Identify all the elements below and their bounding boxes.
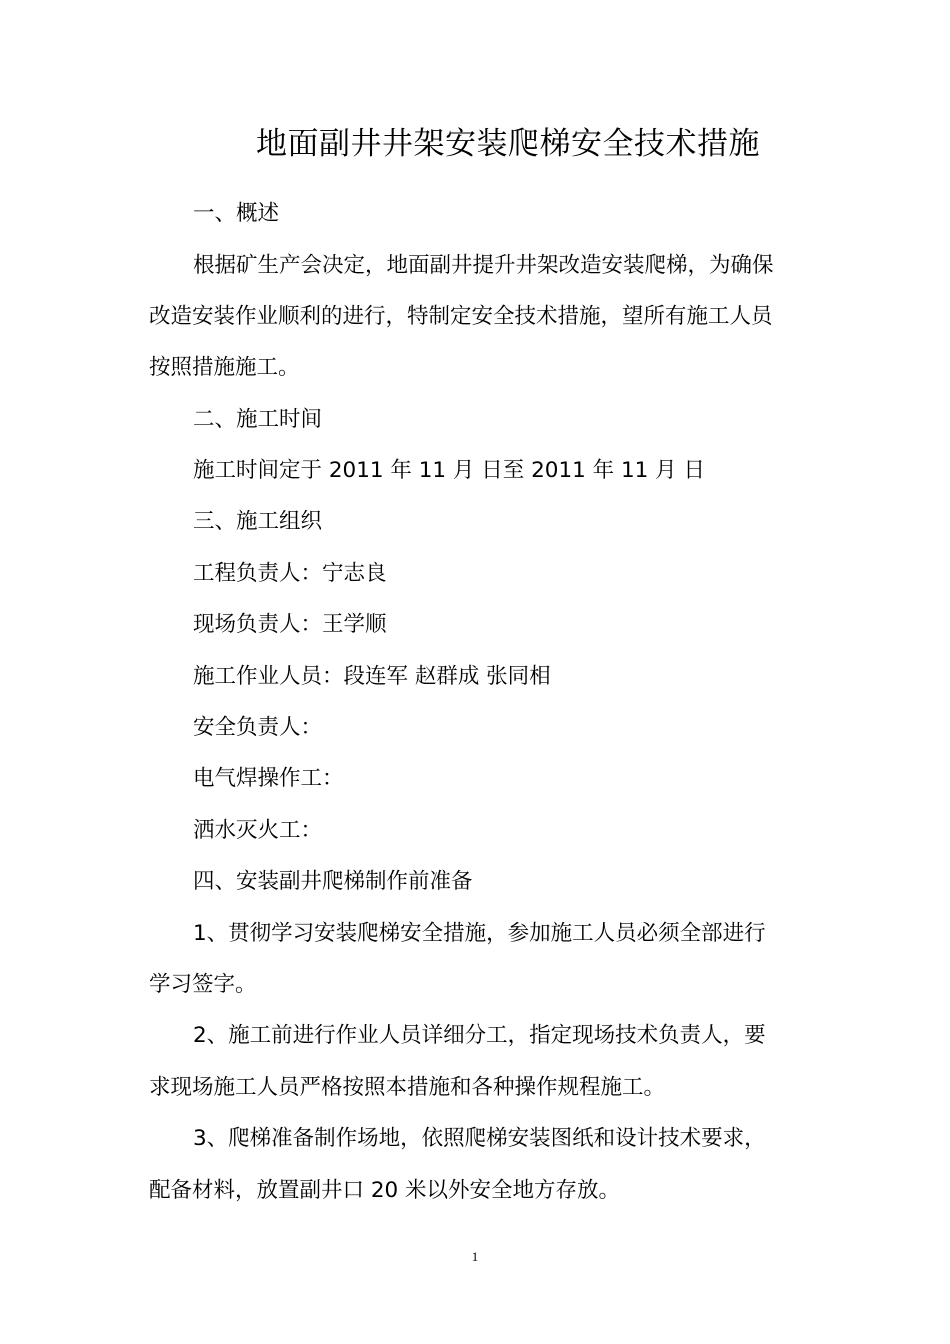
schedule-text: 施工时间定于 2011 年 11 月 日至 2011 年 11 月 日 bbox=[193, 458, 705, 483]
overview-paragraph-line-3: 按照措施施工。 bbox=[149, 355, 300, 380]
overview-paragraph-line-1: 根据矿生产会决定，地面副井提升井架改造安装爬梯，为确保 bbox=[193, 253, 774, 278]
prep-item-3-line-1: 3、爬梯准备制作场地，依照爬梯安装图纸和设计技术要求， bbox=[193, 1126, 766, 1151]
section-heading-schedule: 二、施工时间 bbox=[193, 407, 323, 432]
prep-item-2-line-2: 求现场施工人员严格按照本措施和各种操作规程施工。 bbox=[149, 1075, 666, 1100]
overview-paragraph-line-2: 改造安装作业顺利的进行，特制定安全技术措施，望所有施工人员 bbox=[149, 304, 773, 329]
org-site-lead: 现场负责人：王学顺 bbox=[193, 612, 387, 637]
prep-item-1-line-2: 学习签字。 bbox=[149, 972, 257, 997]
org-welder: 电气焊操作工： bbox=[193, 766, 344, 791]
prep-item-2-line-1: 2、施工前进行作业人员详细分工，指定现场技术负责人，要 bbox=[193, 1023, 766, 1048]
section-heading-organization: 三、施工组织 bbox=[193, 509, 323, 534]
section-heading-overview: 一、概述 bbox=[193, 201, 280, 226]
org-project-lead: 工程负责人：宁志良 bbox=[193, 561, 387, 586]
org-fire-watch: 洒水灭火工： bbox=[193, 818, 323, 843]
org-safety-lead: 安全负责人： bbox=[193, 715, 323, 740]
page-number: 1 bbox=[471, 1249, 479, 1264]
section-heading-preparation: 四、安装副井爬梯制作前准备 bbox=[193, 869, 473, 894]
prep-item-3-line-2: 配备材料，放置副井口 20 米以外安全地方存放。 bbox=[149, 1178, 621, 1203]
org-workers: 施工作业人员：段连军 赵群成 张同相 bbox=[193, 664, 551, 689]
document-title: 地面副井井架安装爬梯安全技术措施 bbox=[256, 126, 760, 162]
prep-item-1-line-1: 1、贯彻学习安装爬梯安全措施，参加施工人员必须全部进行 bbox=[193, 921, 766, 946]
